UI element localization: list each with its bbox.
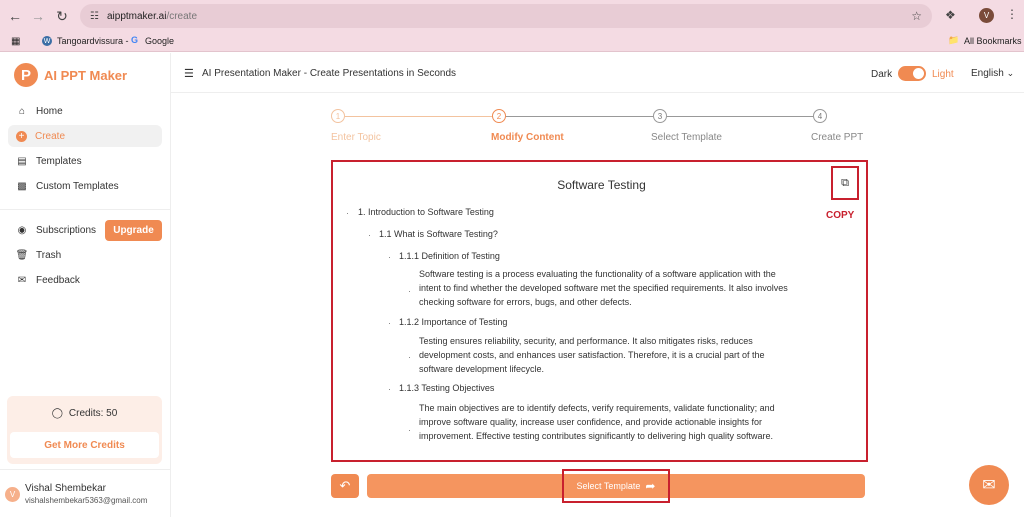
- step-1-circle: 1: [331, 109, 345, 123]
- outline-heading-2[interactable]: 1.1 What is Software Testing?: [379, 229, 498, 239]
- avatar: V: [5, 487, 20, 502]
- sidebar-item-label: Home: [36, 105, 63, 117]
- document-title[interactable]: Software Testing: [557, 178, 646, 192]
- bullet: ·: [388, 384, 391, 394]
- bullet: ·: [388, 318, 391, 328]
- bullet: ·: [346, 208, 349, 218]
- logo[interactable]: [14, 63, 127, 87]
- sidebar-item-create[interactable]: [8, 125, 162, 147]
- outline-paragraph[interactable]: Testing ensures reliability, security, and performance. It also mitigates risks, reduces development costs, and enhances user satisfaction. Therefore, it is a crucial part of the software development lifecycle.: [419, 336, 765, 374]
- menu-kebab-icon[interactable]: ⋮: [1006, 7, 1018, 21]
- select-template-label: Select Template: [576, 481, 641, 491]
- share-arrow-icon: ➦: [645, 479, 656, 493]
- divider: [0, 209, 171, 210]
- bullet: ·: [388, 252, 391, 262]
- progress-stepper: [331, 108, 871, 148]
- google-icon: G: [131, 35, 139, 45]
- bullet: ·: [368, 230, 371, 240]
- wordpress-icon: W: [43, 37, 51, 45]
- bullet: ·: [408, 286, 411, 296]
- all-bookmarks[interactable]: All Bookmarks: [964, 36, 1022, 46]
- url-path: /create: [166, 10, 198, 22]
- upgrade-button[interactable]: Upgrade: [105, 220, 162, 241]
- bookmark-star-icon[interactable]: ☆: [911, 9, 922, 23]
- bookmarks-bar: [0, 32, 1024, 52]
- back-button[interactable]: [331, 474, 359, 498]
- folder-icon: 📁: [948, 35, 960, 45]
- step-connector: [506, 116, 653, 117]
- plus-circle-icon: +: [16, 131, 27, 142]
- step-2-circle: 2: [492, 109, 506, 123]
- site-settings-icon[interactable]: ☷: [90, 10, 99, 22]
- custom-templates-icon: ▩: [17, 180, 27, 192]
- bullet: ·: [408, 425, 411, 435]
- bullet: ·: [408, 352, 411, 362]
- home-icon: ⌂: [18, 105, 26, 117]
- copy-button[interactable]: [831, 166, 859, 200]
- chat-support-button[interactable]: [969, 465, 1009, 505]
- divider: [0, 469, 171, 470]
- step-2-label: Modify Content: [491, 132, 564, 143]
- trash-icon: 🗑: [15, 249, 29, 261]
- credits-count: Credits: 50: [68, 408, 118, 419]
- outline-heading-1[interactable]: 1. Introduction to Software Testing: [358, 207, 494, 217]
- sidebar-item-label: Subscriptions: [36, 224, 97, 236]
- reload-icon[interactable]: ↻: [56, 7, 68, 24]
- logo-mark: P: [14, 63, 38, 87]
- step-3-circle: 3: [653, 109, 667, 123]
- outline-paragraph[interactable]: The main objectives are to identify defects, verify requirements, validate functionality; and improve software quality, increase user confidence, and provide actionable insights for improvement. Effective testing contributes significantly to delivering high quality software.: [419, 403, 775, 441]
- extensions-icon[interactable]: ❖: [945, 8, 956, 22]
- theme-toggle[interactable]: [898, 66, 926, 81]
- sidebar-item-label: Trash: [36, 249, 62, 261]
- sidebar-item-custom-templates[interactable]: [8, 175, 162, 197]
- address-bar[interactable]: [80, 4, 932, 28]
- browser-toolbar: [0, 0, 1024, 32]
- page-title: AI Presentation Maker - Create Presentations in Seconds: [202, 68, 457, 79]
- language-select[interactable]: English ⌄: [971, 68, 1015, 79]
- sidebar-item-label: Create: [35, 130, 66, 142]
- light-mode-label: Light: [932, 69, 954, 80]
- chat-icon: ✉: [982, 477, 996, 494]
- app-header: [171, 53, 1024, 93]
- templates-icon: ▤: [17, 155, 27, 167]
- sidebar-item-home[interactable]: [8, 100, 162, 122]
- feedback-icon: ✉: [17, 274, 27, 286]
- sidebar-item-label: Templates: [36, 155, 82, 167]
- undo-arrow-icon: ↶: [339, 478, 351, 493]
- select-template-button[interactable]: [367, 474, 865, 498]
- chevron-down-icon: ⌄: [1006, 68, 1015, 78]
- sidebar-item-subscriptions[interactable]: [8, 219, 98, 241]
- outline-heading-3[interactable]: 1.1.2 Importance of Testing: [399, 317, 508, 327]
- coins-icon: ◯: [51, 408, 63, 419]
- sidebar-item-label: Custom Templates: [36, 180, 119, 192]
- bookmark-tangoardvissura[interactable]: Tangoardvissura -: [57, 36, 129, 46]
- credits-panel: [7, 396, 162, 464]
- copy-icon: ⧉: [841, 176, 849, 189]
- sidebar: [0, 53, 171, 517]
- step-connector: [667, 116, 813, 117]
- back-arrow-icon[interactable]: ←: [8, 8, 22, 24]
- apps-grid-icon[interactable]: ▦: [11, 36, 21, 47]
- url-host: aipptmaker.ai: [106, 10, 167, 22]
- logo-text: AI PPT Maker: [44, 67, 128, 83]
- step-connector: [345, 116, 492, 117]
- forward-arrow-icon[interactable]: →: [31, 8, 45, 24]
- step-4-circle: 4: [813, 109, 827, 123]
- sidebar-item-trash[interactable]: [8, 244, 162, 266]
- user-email: vishalshembekar5363@gmail.com: [25, 496, 148, 505]
- sidebar-item-templates[interactable]: [8, 150, 162, 172]
- hamburger-menu-icon[interactable]: ☰: [184, 68, 194, 80]
- subscriptions-icon: ◉: [17, 224, 27, 236]
- content-editor[interactable]: [331, 160, 868, 462]
- sidebar-item-label: Feedback: [36, 274, 80, 286]
- sidebar-item-feedback[interactable]: [8, 269, 162, 291]
- user-profile[interactable]: [5, 483, 147, 505]
- outline-paragraph[interactable]: Software testing is a process evaluating the functionality of a software application with the intent to find whether the developed software met the specified requirements. It also involves checking software for errors, bugs, and other defects.: [419, 269, 788, 307]
- outline-heading-3[interactable]: 1.1.3 Testing Objectives: [399, 383, 495, 393]
- copy-annotation: COPY: [826, 210, 855, 221]
- step-4-label: Create PPT: [811, 132, 864, 143]
- user-name: Vishal Shembekar: [25, 483, 106, 494]
- step-1-label: Enter Topic: [331, 132, 381, 143]
- profile-avatar[interactable]: V: [979, 8, 994, 23]
- outline-heading-3[interactable]: 1.1.1 Definition of Testing: [399, 251, 500, 261]
- dark-mode-label: Dark: [871, 69, 893, 80]
- get-more-credits-button[interactable]: Get More Credits: [10, 432, 159, 458]
- bookmark-google[interactable]: Google: [145, 36, 175, 46]
- step-3-label: Select Template: [651, 132, 722, 143]
